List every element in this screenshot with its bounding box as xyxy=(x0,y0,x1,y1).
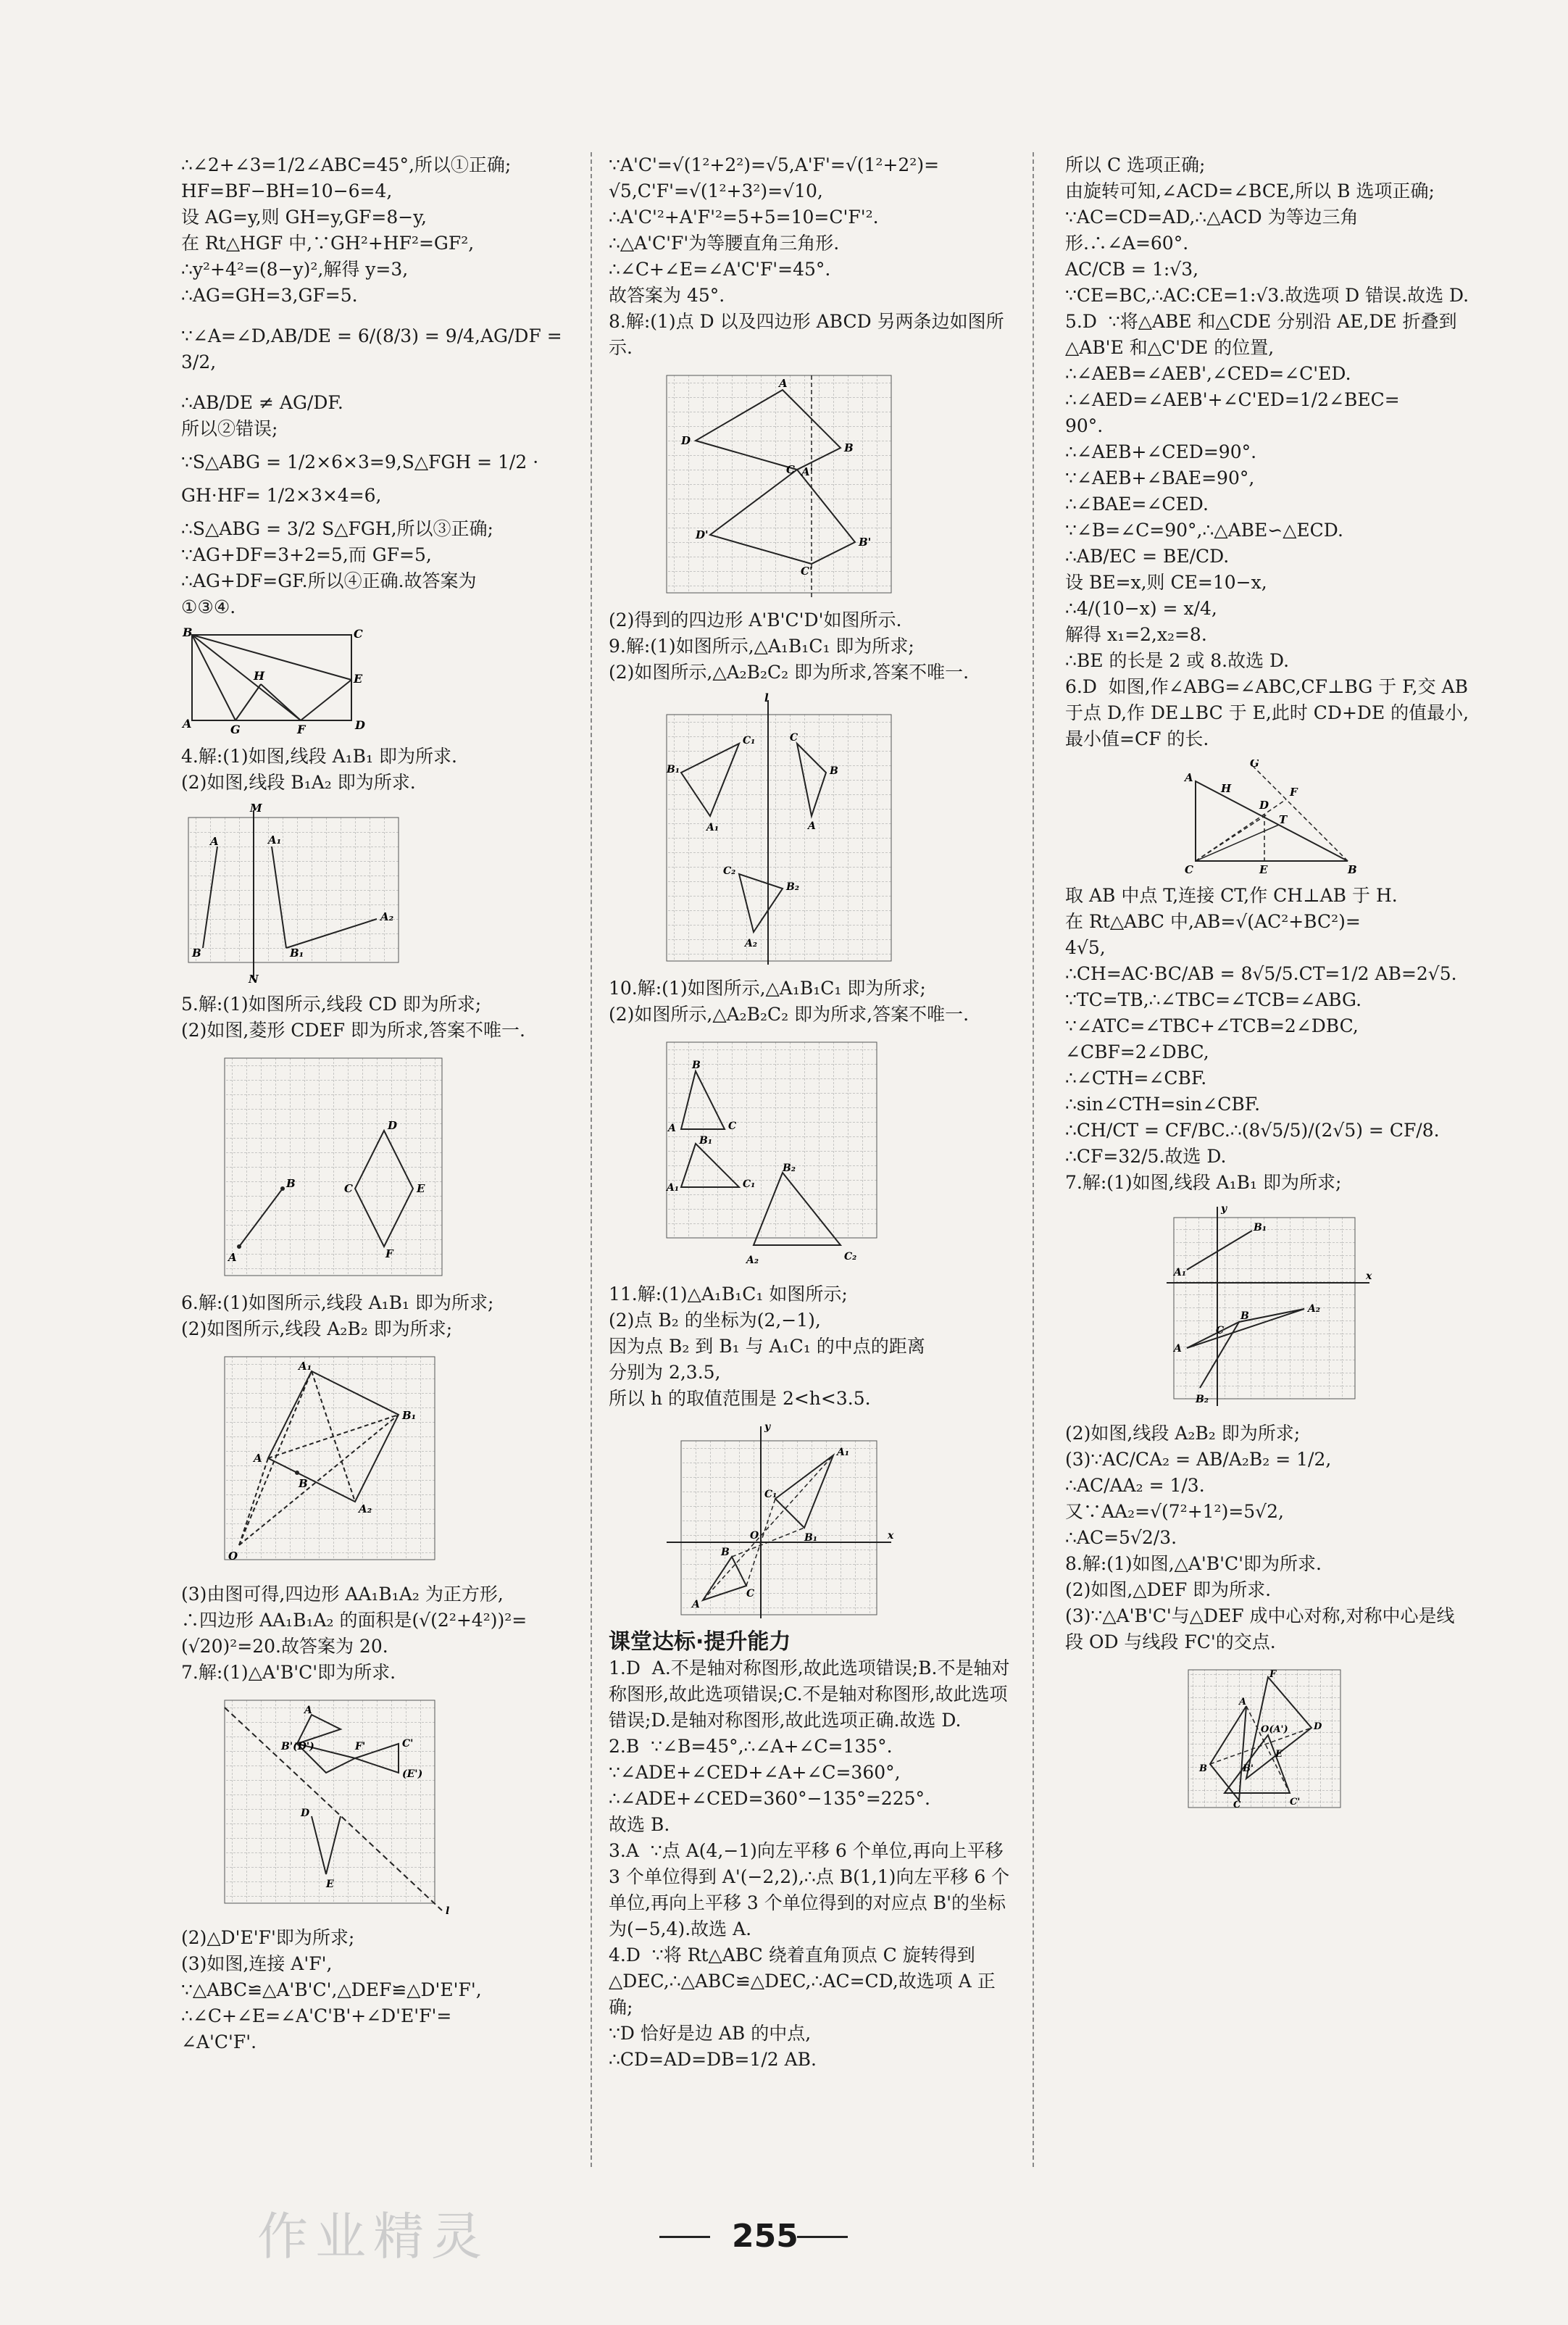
svg-text:C': C' xyxy=(402,1738,414,1750)
svg-text:C: C xyxy=(728,1120,737,1132)
svg-text:A: A xyxy=(254,1452,262,1465)
text-line: 11.解:(1)△A₁B₁C₁ 如图所示; xyxy=(609,1284,848,1305)
svg-text:F: F xyxy=(385,1247,393,1260)
svg-text:C: C xyxy=(1185,863,1193,875)
text-line: ∴4/(10−x) = x/4, xyxy=(1065,598,1217,619)
svg-text:C: C xyxy=(790,732,798,744)
text-line: ∴AB/DE ≠ AG/DF. xyxy=(181,392,343,413)
svg-text:A₂: A₂ xyxy=(745,938,757,949)
svg-text:A: A xyxy=(1239,1697,1247,1708)
text-line: 5.解:(1)如图所示,线段 CD 即为所求; xyxy=(181,994,482,1015)
text-line: ∵TC=TB,∴∠TBC=∠TCB=∠ABG. xyxy=(1065,989,1362,1010)
svg-text:A: A xyxy=(183,717,192,731)
svg-text:F: F xyxy=(1269,1669,1277,1680)
text-line: GH·HF= 1/2×3×4=6, xyxy=(181,485,382,506)
svg-text:C': C' xyxy=(1290,1797,1301,1808)
text-line: ∵AC=CD=AD,∴△ACD 为等边三角形.∴∠A=60°. xyxy=(1065,207,1359,254)
text-line: 4.D ∵将 Rt△ABC 绕着直角顶点 C 旋转得到△DEC,∴△ABC≌△DEC,∴AC=CD,故选项 A 正确; xyxy=(609,1945,996,2018)
svg-text:A: A xyxy=(808,820,816,832)
text-line: 9.解:(1)如图所示,△A₁B₁C₁ 即为所求; xyxy=(609,636,914,657)
page-number-dash xyxy=(797,2236,848,2238)
text-line: ∴CH=AC·BC/AB = 8√5/5.CT=1/2 AB=2√5. xyxy=(1065,963,1457,984)
text-line: 6.解:(1)如图所示,线段 A₁B₁ 即为所求; xyxy=(181,1292,494,1313)
svg-text:F: F xyxy=(1290,786,1298,799)
svg-text:l: l xyxy=(764,693,769,704)
svg-text:A: A xyxy=(668,1123,676,1134)
text-line: 在 Rt△ABC 中,AB=√(AC²+BC²)= xyxy=(1065,911,1361,932)
text-line: ∴∠2+∠3=1/2∠ABC=45°,所以①正确; xyxy=(181,154,512,175)
text-line: 设 AG=y,则 GH=y,GF=8−y, xyxy=(181,207,427,228)
text-line: 由旋转可知,∠ACD=∠BCE,所以 B 选项正确; xyxy=(1065,180,1435,201)
watermark: 作业精灵 xyxy=(257,2207,489,2266)
figure-grid-q6 xyxy=(217,1349,449,1574)
text-line: AC/CB = 1:√3, xyxy=(1065,259,1199,280)
svg-text:A: A xyxy=(692,1599,700,1610)
text-line: 3.A ∵点 A(4,−1)向左平移 6 个单位,再向上平移 3 个单位得到 A'(−2,2),∴点 B(1,1)向左平移 6 个单位,再向上平移 3 个单位得到的对应点 B'的坐标为(−5,4).故选 A. xyxy=(609,1840,1010,1939)
svg-text:A: A xyxy=(1185,771,1193,784)
svg-text:C₁: C₁ xyxy=(743,735,756,746)
figure-grid-q7 xyxy=(217,1693,456,1918)
svg-text:B: B xyxy=(286,1177,296,1190)
text-line: ∴CH/CT = CF/BC.∴(8√5/5)/(2√5) = CF/8. xyxy=(1065,1120,1440,1141)
svg-text:C: C xyxy=(354,628,363,641)
text-line: 8.解:(1)如图,△A'B'C'即为所求. xyxy=(1065,1553,1322,1574)
svg-text:D: D xyxy=(681,434,691,447)
svg-text:E: E xyxy=(326,1879,334,1890)
svg-text:H: H xyxy=(1221,782,1232,795)
text-line: 6.D 如图,作∠ABG=∠ABC,CF⊥BG 于 F,交 AB 于点 D,作 DE⊥BC 于 E,此时 CD+DE 的值最小,最小值=CF 的长. xyxy=(1065,676,1474,749)
svg-text:x: x xyxy=(1366,1270,1372,1282)
text-line: 解得 x₁=2,x₂=8. xyxy=(1065,624,1207,645)
svg-text:C: C xyxy=(344,1182,353,1195)
svg-text:A₂: A₂ xyxy=(359,1502,372,1515)
svg-text:A: A xyxy=(228,1251,237,1264)
text-line: ∵∠ATC=∠TBC+∠TCB=2∠DBC, xyxy=(1065,1015,1359,1036)
text-line: HF=BF−BH=10−6=4, xyxy=(181,180,393,201)
text-line: (2)如图,线段 A₂B₂ 即为所求; xyxy=(1065,1423,1301,1444)
svg-text:B: B xyxy=(299,1477,308,1490)
svg-text:C: C xyxy=(746,1588,755,1600)
svg-text:B: B xyxy=(692,1060,701,1071)
text-line: ∴A'C'²+A'F'²=5+5=10=C'F'². xyxy=(609,207,879,228)
svg-text:A₁: A₁ xyxy=(667,1182,679,1194)
text-line: 所以②错误; xyxy=(181,418,278,439)
figure-grid-q8 xyxy=(659,368,898,600)
svg-text:E: E xyxy=(417,1182,425,1195)
page-number: 255 xyxy=(732,2218,798,2255)
text-line: 故选 B. xyxy=(609,1814,670,1835)
figure-rectangle-fold xyxy=(181,628,370,736)
svg-text:E: E xyxy=(1259,863,1268,875)
svg-text:T: T xyxy=(1279,813,1288,826)
svg-text:A₁: A₁ xyxy=(299,1360,312,1373)
svg-text:D: D xyxy=(1259,799,1269,812)
svg-text:A₁: A₁ xyxy=(706,822,719,833)
svg-text:B': B' xyxy=(859,536,872,549)
svg-text:C: C xyxy=(786,463,795,476)
text-line: ∵A'C'=√(1²+2²)=√5,A'F'=√(1²+2²)= xyxy=(609,154,940,175)
column-3 xyxy=(1065,152,1474,1822)
text-line: 8.解:(1)点 D 以及四边形 ABCD 另两条边如图所示. xyxy=(609,311,1004,358)
svg-text:B: B xyxy=(183,628,193,639)
figure-grid-q7b xyxy=(1159,1203,1377,1413)
text-line: 4.解:(1)如图,线段 A₁B₁ 即为所求. xyxy=(181,746,457,767)
text-line: ∴AC=5√2/3. xyxy=(1065,1527,1177,1548)
column-divider xyxy=(591,152,592,2167)
text-line: 所以 C 选项正确; xyxy=(1065,154,1206,175)
text-line: 90°. xyxy=(1065,415,1104,436)
svg-text:D: D xyxy=(355,718,365,732)
text-line: (√20)²=20.故答案为 20. xyxy=(181,1636,388,1657)
text-line: 故答案为 45°. xyxy=(609,285,725,306)
text-line: ∵∠AEB+∠BAE=90°, xyxy=(1065,467,1255,488)
text-line: ∴∠BAE=∠CED. xyxy=(1065,494,1209,515)
text-line: ∴∠ADE+∠CED=360°−135°=225°. xyxy=(609,1788,930,1809)
text-line: (3)∵△A'B'C'与△DEF 成中心对称,对称中心是线段 OD 与线段 FC'的交点. xyxy=(1065,1605,1455,1652)
text-line: ∴CF=32/5.故选 D. xyxy=(1065,1146,1227,1167)
svg-text:B: B xyxy=(1240,1310,1249,1322)
text-line: ∴BE 的长是 2 或 8.故选 D. xyxy=(1065,650,1290,671)
svg-text:O(A'): O(A') xyxy=(1261,1724,1288,1735)
text-line: (2)如图,菱形 CDEF 即为所求,答案不唯一. xyxy=(181,1020,525,1041)
figure-grid-q5 xyxy=(217,1051,449,1283)
svg-text:B: B xyxy=(1199,1763,1207,1774)
svg-text:(E'): (E') xyxy=(402,1768,423,1780)
svg-text:y: y xyxy=(764,1421,771,1433)
svg-text:B₁: B₁ xyxy=(1254,1222,1267,1234)
svg-text:B'(D'): B'(D') xyxy=(281,1741,314,1752)
section-heading: 课堂达标·提升能力 xyxy=(609,1629,791,1655)
svg-text:A₁: A₁ xyxy=(268,833,282,847)
svg-text:D: D xyxy=(1314,1721,1322,1732)
svg-text:D': D' xyxy=(696,528,709,541)
text-line: (2)得到的四边形 A'B'C'D'如图所示. xyxy=(609,610,902,631)
svg-text:M: M xyxy=(250,803,262,815)
figure-grid-q9 xyxy=(659,693,898,968)
text-line: 因为点 B₂ 到 B₁ 与 A₁C₁ 的中点的距离 xyxy=(609,1336,925,1357)
column-divider xyxy=(1033,152,1034,2167)
svg-text:B₂: B₂ xyxy=(786,881,799,893)
svg-text:A: A xyxy=(210,835,219,848)
svg-text:B': B' xyxy=(1243,1763,1254,1774)
text-line: ∴∠CTH=∠CBF. xyxy=(1065,1068,1207,1089)
svg-text:B: B xyxy=(844,441,854,454)
svg-text:A₁: A₁ xyxy=(1174,1267,1186,1278)
svg-text:B₁: B₁ xyxy=(290,947,304,960)
text-line: ∴AG+DF=GF.所以④正确.故答案为 xyxy=(181,570,477,591)
text-line: 所以 h 的取值范围是 2<h<3.5. xyxy=(609,1388,871,1409)
text-line: ∵∠A=∠D,AB/DE = 6/(8/3) = 9/4,AG/DF = 3/2, xyxy=(181,325,568,373)
text-line: (3)由图可得,四边形 AA₁B₁A₂ 为正方形, xyxy=(181,1584,504,1605)
text-line: (2)如图所示,线段 A₂B₂ 即为所求; xyxy=(181,1318,453,1339)
text-line: ∴AB/EC = BE/CD. xyxy=(1065,546,1230,567)
text-line: (3)如图,连接 A'F', xyxy=(181,1953,333,1974)
svg-text:G: G xyxy=(1250,760,1259,770)
svg-text:C₂: C₂ xyxy=(723,865,736,877)
svg-text:G: G xyxy=(230,723,241,736)
text-line: ①③④. xyxy=(181,596,236,617)
text-line: ∵∠B=∠C=90°,∴△ABE∽△ECD. xyxy=(1065,520,1343,541)
svg-text:C₂: C₂ xyxy=(844,1251,857,1263)
svg-text:B₁: B₁ xyxy=(804,1532,817,1544)
text-line: ∴∠C+∠E=∠A'C'F'=45°. xyxy=(609,259,831,280)
text-line: ∵∠ADE+∠CED+∠A+∠C=360°, xyxy=(609,1762,901,1783)
svg-text:y: y xyxy=(1221,1203,1227,1215)
text-line: (2)如图所示,△A₂B₂C₂ 即为所求,答案不唯一. xyxy=(609,1004,969,1025)
text-line: ∵CE=BC,∴AC:CE=1:√3.故选项 D 错误.故选 D. xyxy=(1065,285,1469,306)
svg-text:N: N xyxy=(249,973,259,984)
text-line: 又∵AA₂=√(7²+1²)=5√2, xyxy=(1065,1501,1284,1522)
svg-text:A₂: A₂ xyxy=(380,910,394,923)
text-line: (3)∵AC/CA₂ = AB/A₂B₂ = 1/2, xyxy=(1065,1449,1332,1470)
svg-text:B₁: B₁ xyxy=(667,764,680,775)
svg-text:A: A xyxy=(779,377,788,390)
text-line: ∴y²+4²=(8−y)²,解得 y=3, xyxy=(181,259,409,280)
svg-text:C: C xyxy=(1233,1800,1241,1810)
svg-text:B: B xyxy=(192,947,201,960)
svg-text:H: H xyxy=(254,669,265,683)
svg-text:A₂: A₂ xyxy=(746,1255,759,1266)
svg-text:B₁: B₁ xyxy=(699,1135,712,1147)
svg-text:C: C xyxy=(1216,1325,1225,1336)
figure-grid-q11 xyxy=(652,1419,898,1622)
text-line: ∠CBF=2∠DBC, xyxy=(1065,1041,1209,1062)
svg-text:A: A xyxy=(1174,1343,1182,1355)
svg-text:F: F xyxy=(297,723,306,736)
svg-text:B₂: B₂ xyxy=(1196,1394,1209,1405)
svg-text:O: O xyxy=(750,1530,759,1542)
text-line: 5.D ∵将△ABE 和△CDE 分别沿 AE,DE 折叠到△AB'E 和△C'DE 的位置, xyxy=(1065,311,1457,358)
svg-text:A': A' xyxy=(801,465,814,478)
text-line: ∵△ABC≌△A'B'C',△DEF≌△D'E'F', xyxy=(181,1979,482,2000)
text-line: 2.B ∵∠B=45°,∴∠A+∠C=135°. xyxy=(609,1736,893,1757)
text-line: ∠A'C'F'. xyxy=(181,2031,257,2052)
text-line: ∴sin∠CTH=sin∠CBF. xyxy=(1065,1094,1261,1115)
svg-text:D: D xyxy=(388,1119,398,1132)
svg-text:B: B xyxy=(1348,863,1357,875)
text-line: ∵AG+DF=3+2=5,而 GF=5, xyxy=(181,544,432,565)
svg-text:A: A xyxy=(304,1705,312,1716)
text-line: ∴AG=GH=3,GF=5. xyxy=(181,285,358,306)
text-line: 7.解:(1)△A'B'C'即为所求. xyxy=(181,1662,396,1683)
text-line: 在 Rt△HGF 中,∵GH²+HF²=GF², xyxy=(181,233,475,254)
text-line: (2)如图所示,△A₂B₂C₂ 即为所求,答案不唯一. xyxy=(609,662,969,683)
text-line: ∴△A'C'F'为等腰直角三角形. xyxy=(609,233,840,254)
svg-text:B: B xyxy=(830,765,838,777)
svg-text:C₁: C₁ xyxy=(764,1489,777,1500)
text-line: (2)如图,线段 B₁A₂ 即为所求. xyxy=(181,772,416,793)
text-line: ∴AC/AA₂ = 1/3. xyxy=(1065,1475,1205,1496)
text-line: 4√5, xyxy=(1065,937,1106,958)
text-line: (2)△D'E'F'即为所求; xyxy=(181,1927,355,1948)
text-line: ∴∠C+∠E=∠A'C'B'+∠D'E'F'= xyxy=(181,2005,452,2026)
svg-text:x: x xyxy=(888,1530,894,1542)
svg-text:O: O xyxy=(228,1550,238,1563)
svg-text:B: B xyxy=(721,1547,730,1558)
text-line: 分别为 2,3.5, xyxy=(609,1362,721,1383)
svg-text:E: E xyxy=(1275,1749,1283,1760)
svg-text:F': F' xyxy=(355,1741,366,1752)
text-line: ∴S△ABG = 3/2 S△FGH,所以③正确; xyxy=(181,518,493,539)
svg-text:C₁: C₁ xyxy=(743,1178,756,1190)
text-line: (2)点 B₂ 的坐标为(2,−1), xyxy=(609,1310,821,1331)
text-line: ∴四边形 AA₁B₁A₂ 的面积是(√(2²+4²))²= xyxy=(181,1610,527,1631)
figure-grid-q10 xyxy=(659,1035,898,1274)
svg-text:A₂: A₂ xyxy=(1308,1303,1320,1315)
text-line: ∴CD=AD=DB=1/2 AB. xyxy=(609,2049,817,2070)
svg-text:E: E xyxy=(354,672,363,686)
text-line: 7.解:(1)如图,线段 A₁B₁ 即为所求; xyxy=(1065,1172,1342,1193)
text-line: ∴∠AEB=∠AEB',∠CED=∠C'ED. xyxy=(1065,363,1351,384)
svg-text:A₁: A₁ xyxy=(837,1447,849,1458)
text-line: 取 AB 中点 T,连接 CT,作 CH⊥AB 于 H. xyxy=(1065,885,1398,906)
text-line: ∴∠AEB+∠CED=90°. xyxy=(1065,441,1257,462)
figure-grid-q8b xyxy=(1181,1663,1362,1815)
text-line: ∵D 恰好是边 AB 的中点, xyxy=(609,2023,812,2044)
column-1 xyxy=(181,152,580,2055)
page-number-dash xyxy=(659,2236,710,2238)
svg-text:l: l xyxy=(446,1905,450,1917)
text-line: ∵S△ABG = 1/2×6×3=9,S△FGH = 1/2 · xyxy=(181,452,539,473)
figure-triangle-q6 xyxy=(1174,760,1369,875)
text-line: ∴∠AED=∠AEB'+∠C'ED=1/2∠BEC= xyxy=(1065,389,1400,410)
text-line: 1.D A.不是轴对称图形,故此选项错误;B.不是轴对称图形,故此选项错误;C.不是轴对称图形,故此选项错误;D.是轴对称图形,故此选项正确.故选 D. xyxy=(609,1658,1010,1731)
text-line: 10.解:(1)如图所示,△A₁B₁C₁ 即为所求; xyxy=(609,978,926,999)
svg-text:B₁: B₁ xyxy=(402,1409,417,1422)
svg-text:C': C' xyxy=(801,565,813,578)
figure-grid-q4 xyxy=(181,803,406,984)
svg-text:B₂: B₂ xyxy=(783,1162,796,1174)
text-line: √5,C'F'=√(1²+3²)=√10, xyxy=(609,180,823,201)
text-line: (2)如图,△DEF 即为所求. xyxy=(1065,1579,1272,1600)
column-2 xyxy=(609,152,1014,2073)
text-line: 设 BE=x,则 CE=10−x, xyxy=(1065,572,1267,593)
svg-text:D: D xyxy=(301,1808,310,1819)
